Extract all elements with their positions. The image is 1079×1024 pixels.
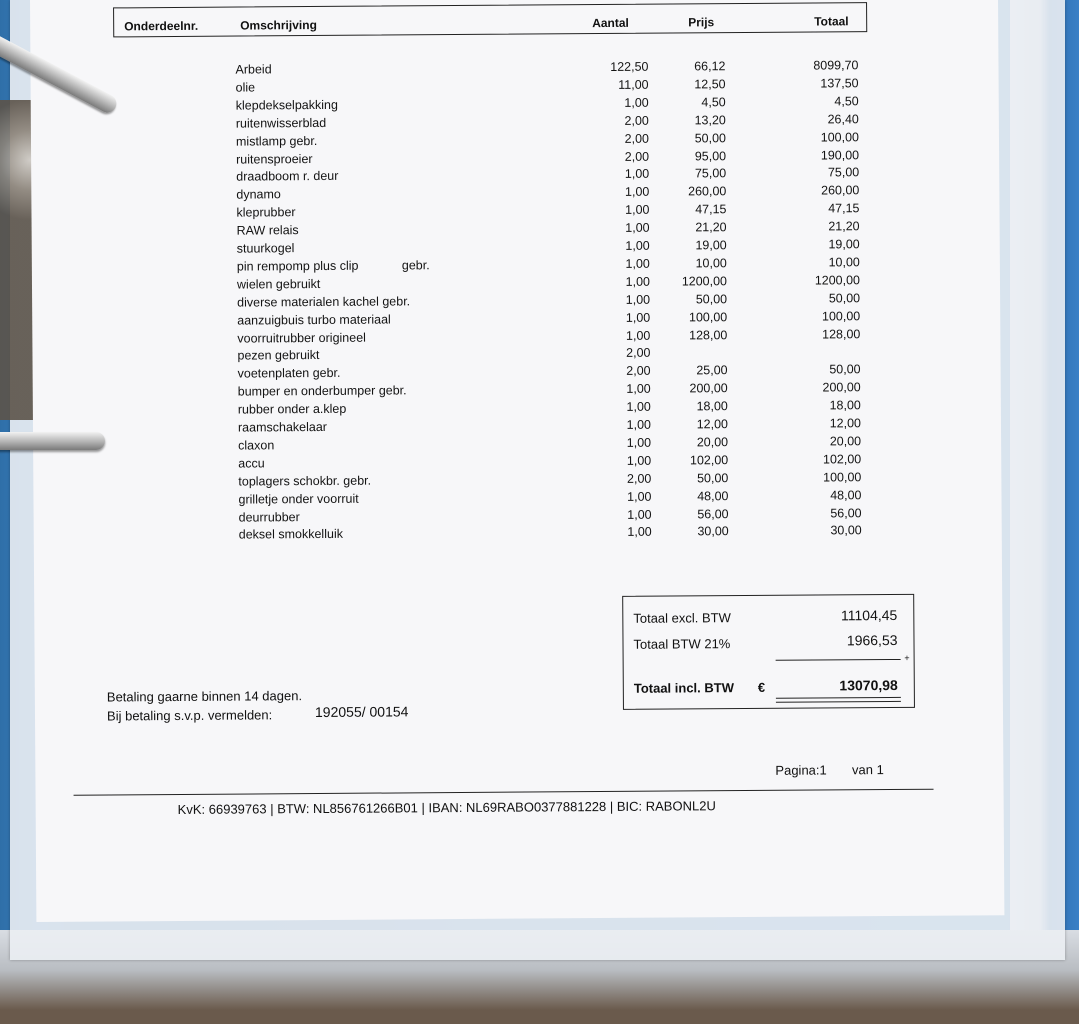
line-quantity: 1,00 (624, 167, 650, 182)
line-total: 8099,70 (813, 58, 859, 73)
line-total: 48,00 (830, 487, 862, 503)
line-total: 21,20 (828, 219, 860, 234)
line-price: 18,00 (696, 399, 728, 414)
total-vat-label: Totaal BTW 21% (633, 636, 731, 652)
payment-reference-value: 192055/ 00154 (314, 703, 409, 721)
total-incl-label: Totaal incl. BTW (633, 680, 735, 696)
line-total: 12,00 (829, 416, 862, 431)
line-quantity: 1,00 (625, 238, 650, 253)
line-quantity: 1,00 (625, 274, 651, 289)
line-quantity: 1,00 (625, 328, 651, 343)
line-price: 21,20 (695, 220, 727, 235)
line-price: 128,00 (689, 327, 728, 342)
line-price: 66,12 (694, 59, 726, 74)
line-total: 56,00 (830, 505, 862, 520)
line-price: 19,00 (695, 238, 727, 253)
sum-line (776, 659, 901, 661)
currency-symbol: € (757, 679, 766, 695)
line-total: 30,00 (830, 523, 862, 538)
line-price: 200,00 (689, 381, 728, 396)
line-quantity: 2,00 (624, 149, 650, 164)
double-underline-top (776, 697, 901, 699)
line-description: klepdekselpakking (235, 97, 338, 113)
line-total: 260,00 (821, 183, 860, 198)
line-description: toplagers schokbr. gebr. (238, 473, 372, 489)
line-description: accu (238, 456, 265, 471)
line-quantity: 1,00 (627, 525, 652, 540)
line-price: 260,00 (688, 184, 727, 199)
total-vat-value: 1966,53 (846, 631, 898, 649)
line-total: 47,15 (828, 201, 860, 216)
plus-sign: + (904, 652, 910, 663)
header-price: Prijs (688, 15, 715, 30)
line-price: 30,00 (697, 524, 729, 539)
line-total: 75,00 (827, 165, 860, 180)
line-total: 50,00 (828, 290, 861, 306)
line-description: pezen gebruikt (237, 348, 320, 363)
line-description: olie (235, 80, 256, 95)
line-total: 19,00 (828, 237, 860, 252)
header-total: Totaal (814, 14, 849, 29)
line-price: 100,00 (688, 309, 728, 325)
line-price: 50,00 (697, 470, 729, 486)
line-quantity: 1,00 (625, 292, 651, 307)
line-description: deurrubber (238, 509, 300, 525)
line-price: 10,00 (695, 256, 727, 271)
line-quantity: 1,00 (626, 399, 651, 414)
line-price: 13,20 (694, 112, 726, 128)
line-price: 50,00 (695, 291, 728, 307)
header-description: Omschrijving (240, 17, 317, 33)
line-quantity: 1,00 (625, 202, 650, 218)
totals-box (622, 594, 915, 710)
line-price: 12,00 (696, 417, 729, 432)
line-total: 137,50 (820, 76, 859, 91)
line-total: 100,00 (821, 308, 861, 324)
line-quantity: 1,00 (626, 453, 652, 468)
line-total: 190,00 (820, 147, 860, 162)
line-total: 128,00 (822, 326, 861, 341)
line-quantity: 1,00 (627, 489, 652, 504)
line-description: diverse materialen kachel gebr. (237, 294, 411, 310)
total-excl-label: Totaal excl. BTW (633, 610, 731, 626)
page-number (775, 762, 884, 778)
line-description: raamschakelaar (237, 419, 327, 435)
line-description: RAW relais (236, 223, 299, 238)
line-description: deksel smokkelluik (238, 527, 344, 542)
page-label: Pagina:1 (775, 762, 827, 778)
line-quantity: 1,00 (626, 381, 651, 397)
payment-reference-label: Bij betaling s.v.p. vermelden: (106, 707, 273, 724)
line-description: kleprubber (236, 205, 296, 220)
footer-divider (74, 789, 934, 796)
line-description: stuurkogel (236, 241, 295, 256)
line-total: 1200,00 (814, 273, 861, 288)
line-description: claxon (238, 438, 275, 453)
line-description: draadboom r. deur (236, 169, 339, 184)
line-price: 50,00 (694, 130, 727, 145)
line-price: 48,00 (697, 488, 729, 503)
line-quantity: 1,00 (626, 417, 652, 432)
line-total: 4,50 (834, 94, 859, 109)
line-description: ruitensproeier (236, 151, 313, 167)
line-quantity: 2,00 (624, 131, 650, 146)
company-footer: KvK: 66939763 | BTW: NL856761266B01 | IBAN: NL69RABO0377881228 | BIC: RABONL2U (177, 798, 716, 817)
line-description: grilletje onder voorruit (238, 491, 359, 507)
line-price: 20,00 (696, 435, 729, 450)
line-quantity: 122,50 (610, 59, 649, 74)
line-total: 50,00 (829, 362, 861, 377)
line-description: mistlamp gebr. (235, 133, 318, 149)
line-total: 200,00 (822, 380, 861, 395)
line-description: wielen gebruikt (236, 276, 321, 292)
line-price: 95,00 (694, 148, 727, 163)
table-header (113, 2, 867, 37)
line-total: 18,00 (829, 398, 861, 413)
line-description: voorruitrubber origineel (237, 330, 366, 346)
line-price: 4,50 (701, 94, 726, 110)
binder-ring-bottom (0, 432, 105, 450)
total-excl-value: 11104,45 (840, 606, 898, 624)
line-quantity: 2,00 (626, 363, 651, 379)
line-total: 102,00 (822, 452, 862, 467)
page-of: van 1 (851, 762, 884, 778)
total-incl-value: 13070,98 (839, 676, 898, 694)
line-price: 1200,00 (681, 273, 728, 289)
line-price: 12,50 (694, 77, 726, 92)
line-extra: gebr. (401, 258, 430, 273)
line-quantity: 1,00 (625, 220, 650, 235)
line-quantity: 1,00 (625, 256, 650, 271)
line-description: dynamo (236, 187, 281, 202)
invoice-page (30, 0, 1004, 922)
line-price: 25,00 (696, 363, 728, 378)
line-quantity: 1,00 (624, 184, 650, 200)
line-quantity: 1,00 (627, 507, 652, 522)
line-description: aanzuigbuis turbo materiaal (237, 312, 391, 328)
line-total: 20,00 (829, 434, 862, 449)
line-price: 102,00 (689, 452, 729, 468)
line-description: pin rempomp plus clip (236, 258, 359, 274)
line-total: 100,00 (823, 469, 862, 485)
line-description: rubber onder a.klep (237, 401, 347, 417)
line-quantity: 2,00 (626, 346, 651, 361)
line-quantity: 11,00 (618, 77, 649, 92)
line-price: 47,15 (695, 202, 727, 217)
line-quantity: 2,00 (624, 113, 649, 128)
line-quantity: 1,00 (626, 435, 652, 450)
payment-terms: Betaling gaarne binnen 14 dagen. (106, 688, 303, 705)
header-quantity: Aantal (592, 15, 629, 31)
header-part-no: Onderdeelnr. (124, 18, 199, 34)
line-quantity: 1,00 (624, 95, 649, 110)
line-description: bumper en onderbumper gebr. (237, 383, 407, 399)
line-price: 75,00 (694, 166, 727, 181)
line-price: 56,00 (697, 506, 729, 521)
line-description: voetenplaten gebr. (237, 366, 341, 381)
line-total: 26,40 (827, 111, 859, 127)
line-quantity: 1,00 (625, 310, 651, 325)
line-description: Arbeid (235, 62, 272, 77)
line-total: 100,00 (820, 129, 860, 145)
double-underline-bottom (776, 701, 901, 703)
line-total: 10,00 (828, 255, 860, 270)
line-quantity: 2,00 (626, 471, 652, 486)
line-description: ruitenwisserblad (235, 115, 327, 131)
